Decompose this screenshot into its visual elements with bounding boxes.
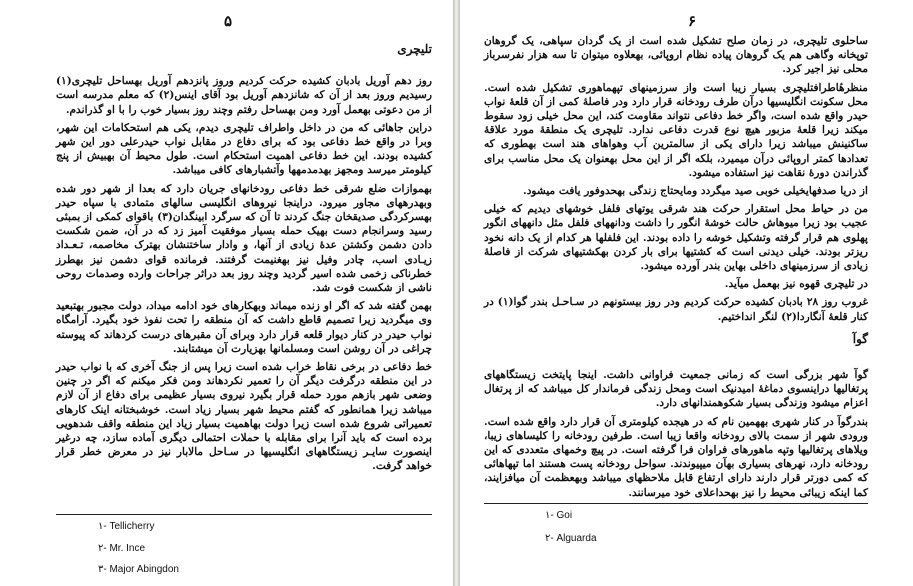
right-page-number: ۶ <box>688 12 697 30</box>
left-page-number: ۵ <box>224 12 233 30</box>
paragraph: دراین جاهائی که من در داخل واطراف تلیچری دیدم، یکی هم استحکامات این شهر، وبرا در واقع خط دفاعی بود که برای دفاع در مقابل نواب حیدرعلی دور این شهر کشیده بودند. این خط دفاعی اهمیت استحکام است. طول محیط آن بهبیش از پنج کیلومتر میرسد ومجهز بهدمدمهها وآتشبارهای کافی میباشد. <box>56 121 432 177</box>
left-page <box>0 0 453 586</box>
paragraph: منظرهٔاطرافتلیچری بسیار زیبا است واز سرزمینهای تپهماهوری تشکیل شده است. محل سکونت انگلیسیها درآن طرف رودخانه قرار دارد ودر فاصلهٔ کمی از آن قلعهٔ نواب حیدر واقع شده است، واگر خط دفاعی نتواند مقاومت کند، این محل خیلی زود سقوط میکند زیرا قلعهٔ مزبور هیچ نوع قدرت دفاعی ندارد. تلیچری یک منطقهٔ مورد علاقهٔ ساکنینش میباشد زیرا دارای یکی از سالمترین آب وهواهای هند است بهطوری که تعدادها کمتر اروپائی درآن میمیرد، بلکه اگر از این محل بهعنوان یک محل مناسب برای گذراندن دورهٔ نقاهت نیز استفاده میشود. <box>484 81 868 179</box>
paragraph: از دریا صدفهایخیلی خوبی صید میگردد ومایحتاج زندگی بهحدوفور یافت میشود. <box>523 185 868 198</box>
paragraph: گوآ شهر بزرگی است که زمانی جمعیت فراوانی داشت. اینجا پایتخت زیستگاههای پرتغالیها دراینسوی دماغهٔ امیدنیک است ومحل زندگی فرماندار کل میباشد که از پرتغال اعزام میشود وزندگی بسیار شکوهمندانهای دارد. <box>484 369 868 410</box>
paragraph: بندرگوآ در کنار شهری بههمین نام که در هیجده کیلومتری آن قرار دارد واقع شده است. ورودی شهر از سمت بالای رودخانه واقعا زیبا است. طرفین رودخانه را کلیساهای زیبا، ویلاهای پرتغالیها وتپه ماهورهای فراوان فرا گرفته است. در پیچ وخمهای متعددی که این رودخانه دارد، نهرهای بسیاری بهآن میپیوندند. سواحل رودخانه پست هستند اما تپهاهائی که کمی دورتر قرار دارند دارای ارتفاع قابل ملاحظهای میباشد وبهعظمت آن میافزایند، کما اینکه زیبائی محیط را نیز بهحداعلای خود میرسانند. <box>484 415 868 499</box>
footnote: ۲- Alguarda <box>545 533 597 544</box>
footnote: ۲- Mr. Ince <box>98 543 146 554</box>
paragraph: غروب روز ۲۸ بادبان کشیده حرکت کردیم ودر روز بیستونهم در سـاحـل بندر گوا(۱) در کنار قلعهٔ آنگاردا(۲) لنگر انداختیم. <box>484 296 868 323</box>
footnote-separator <box>56 514 432 515</box>
left-page-body <box>56 42 432 478</box>
paragraph: بهموازات ضلع شرقی خط دفاعی رودخانهای جریان دارد که بعدا از شهر دور شده وبهدرههای مجاور میرود. دراینجا نیروهای انگلیسی سالهای متمادی با سپاه حیدر بهسرکردگی صدیقخان جنگ کردند تا آن که سرگرد ابینگدان(۳) باقوای کمکی از بمبئی رسید وسرانجام دست بهیک حمله بسیار موفقیت آمیز زد که در آن، ضمن شکست دادن دشمن وکشتن عدهٔ زیادی از آنها، و وادار ساختنشان بهترک مخاصمه، تـعـداد زیـادی اسب، چادر وفیل نیز بهغنیمت گرفتند. فرمانده قوای دشمن نیز بهطرز خطرناکی زخمی شده اسیر گردید وچند روز بعد دراثر جراحات وارده وصدمات روحی ناشی از شکست فوت شد. <box>56 182 433 295</box>
footnote: ۳- Major Abingdon <box>98 564 179 575</box>
paragraph: بهمن گفته شد که اگر او زنده میماند وبهکارهای خود ادامه میداد، دولت مجبور بهتبعید وی میگردید زیرا تصمیم قاطع داشت که آن منطقه را تحت نفوذ خود بگیرد. آرامگاه نواب حیدر در کنار دیوار قلعه قرار دارد وبرای آن مقبرهای درست کردهاند که پیوسته چراغی در آن روشن است ومسلمانها بهزیارت آن میشتابند. <box>56 300 432 355</box>
footnote: ۱- Tellicherry <box>98 521 155 532</box>
right-page <box>460 0 913 586</box>
section-heading-goa: گوآ <box>852 331 868 346</box>
paragraph: من در حیاط محل استقرار حرکت هند شرقی یوتهای فلفل خوشهای دیدیم که خیلی عجیب بود زیرا میوهاش حالت خوشهٔ انگور را داشت ودانههای فلفل مثل دانههای انگور پهلوی هم قرار گرفته وتشکیل خوشه را داده بودند. این فلفلها هر کدام از یک دانه نخود ریزتر بودند. خیلی دیدنی است که کشتیها برای بار کردن بهکشتیهای شرکت از فاصلهٔ زیادی از سرزمینهای داخلی بهاین بندر آورده میشود. <box>484 203 868 273</box>
right-page-body <box>484 34 868 504</box>
paragraph: ساحلوی تلیچری، در زمان صلح تشکیل شده است از یک گردان سپاهی، یک گروهان توپخانه وگاهی هم یک گروهان پیاده نظام اروپائی، بهعلاوه میتوان تا سه هزار نفرسرباز محلی نیز اجیر کرد. <box>484 35 868 76</box>
book-gutter <box>453 0 460 586</box>
paragraph: خط دفاعی در برخی نقاط خراب شده است زیرا پس از جنگ آخری که با نواب حیدر در این منطقه درگرفت دیگر آن را تعمیر نکردهاند ومن فکر میکنم که اگر در چنین وضعی شهر بازهم مورد حمله قرار بگیرد نیروی بسیار عظیمی برای دفاع از آن لازم میباشد زیرا همانطور که گفتم محیط شهر بسیار زیاد است. خوشبختانه اینک کارهای تعمیراتی شروع شده است زیرا دولت بهاهمیت بسیار زیاد این منطقه واقف شدهویی برده است که باید آنرا برای مقابله با حملات احتمالی دیگری آماده سازد، چه درغیر اینصورت سایـر زیستگاههای انگلیسیها در سـاحل مالابار نیز در معرض خطر قرار خواهد گرفت. <box>56 361 432 473</box>
section-heading-tellicherry: تلیچری <box>397 42 432 56</box>
footnote: ۱- Goi <box>545 510 573 521</box>
footnote-separator <box>484 503 868 504</box>
paragraph: روز دهم آوریل بادبان کشیده حرکت کردیم وروز پانزدهم آوریل بهساحل تلیچری(۱) رسیدیم وروز بعد از آن که شانزدهم آوریل بود آقای اینس(۲) که معلم مدرسه است از من دعوتی بهعمل آورد ومن بهساحل رفتم وچند روز بسیار خوب را با او گذراندم. <box>56 75 433 116</box>
paragraph: در تلیچری قهوه نیز بهعمل میآید. <box>724 278 868 291</box>
